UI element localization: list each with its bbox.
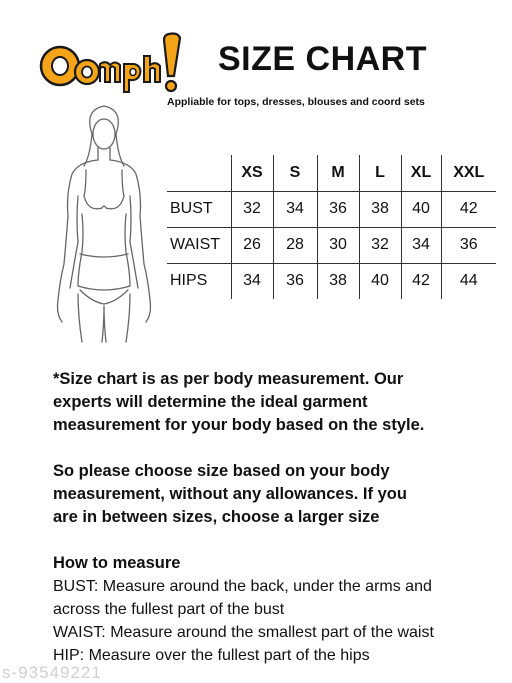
table-row <box>167 191 496 227</box>
table-cell: 40 <box>359 263 401 299</box>
table-cell: 44 <box>441 263 496 299</box>
note-line: measurement, without any allowances. If you <box>53 485 407 503</box>
note-paragraph <box>53 460 503 529</box>
table-cell: 40 <box>401 191 441 227</box>
column-header: XS <box>231 155 273 191</box>
column-header: XL <box>401 155 441 191</box>
note-line: experts will determine the ideal garment <box>53 393 368 411</box>
table-cell: 36 <box>273 263 317 299</box>
row-label: WAIST <box>170 236 221 253</box>
table-cell: 38 <box>359 191 401 227</box>
table-cell: 32 <box>231 191 273 227</box>
note-paragraph <box>53 368 503 437</box>
table-cell: 32 <box>359 227 401 263</box>
table-cell: 34 <box>273 191 317 227</box>
female-body-outline-icon <box>44 104 164 344</box>
how-to-line: across the fullest part of the bust <box>53 601 285 618</box>
table-cell: 36 <box>441 227 496 263</box>
table-cell: 34 <box>231 263 273 299</box>
table-cell: 30 <box>317 227 359 263</box>
table-cell: 26 <box>231 227 273 263</box>
size-chart-table <box>167 155 496 299</box>
table-corner-cell <box>167 155 231 191</box>
note-line: measurement for your body based on the style. <box>53 416 425 434</box>
note-line: So please choose size based on your body <box>53 462 390 480</box>
how-to-line: BUST: Measure around the back, under the arms and <box>53 578 432 595</box>
oomph-logo-icon <box>38 30 198 96</box>
column-header: L <box>359 155 401 191</box>
how-to-line: HIP: Measure over the fullest part of the hips <box>53 647 370 664</box>
note-line: are in between sizes, choose a larger size <box>53 508 380 526</box>
column-header: XXL <box>441 155 496 191</box>
brand-logo <box>38 30 198 96</box>
note-line: *Size chart is as per body measurement. Our <box>53 370 404 388</box>
table-row <box>167 263 496 299</box>
how-to-measure <box>53 552 508 667</box>
row-label: BUST <box>170 200 213 217</box>
table-cell: 34 <box>401 227 441 263</box>
table-cell: 42 <box>401 263 441 299</box>
how-to-line: WAIST: Measure around the smallest part of the waist <box>53 624 434 641</box>
page-title: SIZE CHART <box>218 40 427 78</box>
table-row <box>167 227 496 263</box>
how-to-title: How to measure <box>53 554 181 572</box>
column-header: M <box>317 155 359 191</box>
column-header: S <box>273 155 317 191</box>
watermark: s-93549221 <box>2 663 102 682</box>
row-label: HIPS <box>170 272 208 290</box>
table-cell: 42 <box>441 191 496 227</box>
sizing-notes <box>53 368 503 552</box>
page-subtitle: Appliable for tops, dresses, blouses and coord sets <box>167 96 425 108</box>
table-cell: 38 <box>317 263 359 299</box>
table-cell: 28 <box>273 227 317 263</box>
table-header-row <box>167 155 496 191</box>
table-cell: 36 <box>317 191 359 227</box>
body-figure <box>44 104 164 344</box>
